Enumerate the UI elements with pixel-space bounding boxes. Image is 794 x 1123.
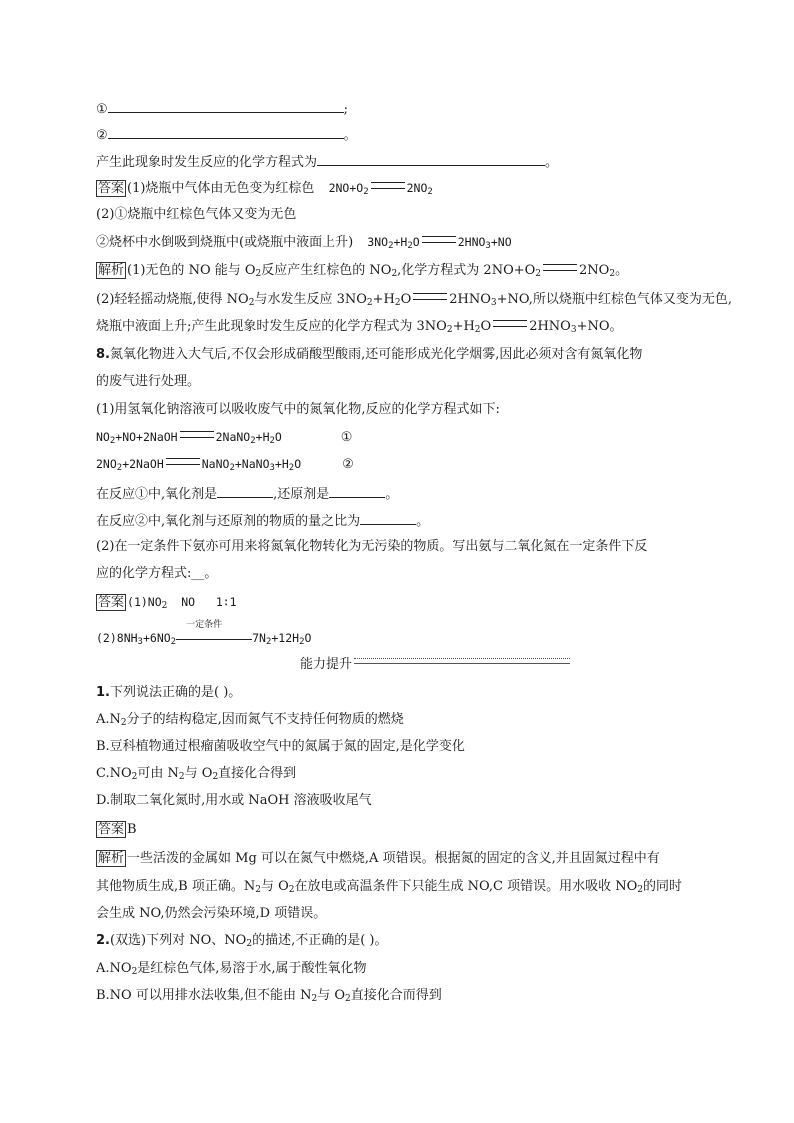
answer-blank[interactable] [317,151,545,166]
q8-reaction-2: $2NO_2+2NaOH$ $NaNO_2+NaNO_3+H_2O$ ② [96,457,354,473]
equals-sign [371,182,405,189]
answer-blank[interactable] [329,483,385,498]
q8-question-b: 在反应②中,氧化剂与还原剂的物质的量之比为 。 [96,510,429,531]
q1-analysis-line-1: 解析 一些活泼的金属如 Mg 可以在氮气中燃烧,A 项错误。根据氮的固定的含义,并且固氮过程中有 [98,851,660,866]
q1-option-d: D.制取二氧化氮时,用水或 NaOH 溶液吸收尾气 [96,793,372,808]
q8-part-2-line-1: (2)在一定条件下氨亦可用来将氮氧化物转化为无污染的物质。写出氨与二氧化氮在一定条件下反 [96,539,648,554]
q8-answer-line-2: $(2)8NH_3+6NO_2$ 一定条件 $7N_2+12H_2O$ [96,620,312,647]
question-number: 1. [96,685,110,700]
q8-stem-line-2: 的废气进行处理。 [96,374,201,389]
question-number: 8. [96,347,110,362]
reaction-arrow: 一定条件 [176,628,252,642]
q2-option-b: B.NO 可以用排水法收集,但不能由 $N_2$与 $O_2$直接化合而得到 [96,988,442,1004]
q8-reaction-1: $NO_2+NO+2NaOH$ $2NaNO_2+H_2O$ ① [96,430,353,446]
section-title: 能力提升 [300,656,570,674]
q7-analysis-line-1: 解析 (1)无色的 NO 能与 $O_2$反应产生红棕色的 $NO_2$,化学方程式为 $2NO+O_2$ $2NO_2$。 [98,263,629,279]
blank-line-2: ② 。 [96,124,357,145]
q8-stem-line-1: 8.氮氧化物进入大气后,不仅会形成硝酸型酸雨,还可能形成光化学烟雾,因此必须对含有氮氧化物 [96,347,643,362]
q8-part-1: (1)用氢氧化钠溶液可以吸收废气中的氮氧化物,反应的化学方程式如下: [96,402,500,417]
q1-answer: 答案 B [98,822,137,837]
q7-answer-line-3: ②烧杯中水倒吸到烧瓶中(或烧瓶中液面上升) $3NO_2+H_2O$ $2HNO_3+NO$ [96,235,512,251]
q1-analysis-line-2: 其他物质生成,B 项正确。$N_2$与 $O_2$在放电或高温条件下只能生成 NO,C 项错误。用水吸收 $NO_2$的同时 [96,879,682,895]
q8-answer-line-1: 答案 $(1)NO_2$ NO 1∶1 [98,595,237,611]
section-rule [354,658,570,664]
q8-question-a: 在反应①中,氧化剂是 ,还原剂是 。 [96,483,398,504]
question-number: 2. [96,933,110,948]
q1-option-a: $A.N_2$分子的结构稳定,因而氮气不支持任何物质的燃烧 [96,712,404,728]
q7-analysis-line-3: 烧瓶中液面上升;产生此现象时发生反应的化学方程式为 $3NO_2+H_2O$ $2HNO_3+NO$。 [96,319,623,335]
answer-blank[interactable] [108,124,344,139]
blank-line-1: ① ; [96,98,348,119]
blank-line-equation: 产生此现象时发生反应的化学方程式为 。 [96,151,558,172]
answer-tag: 答案 [98,595,125,610]
q1-option-c: $C.NO_2$可由 $N_2$与 $O_2$直接化合得到 [96,766,297,782]
analysis-tag: 解析 [98,851,125,866]
q2-stem: 2.(双选)下列对 NO、$NO_2$的描述,不正确的是( )。 [96,933,388,949]
answer-blank[interactable] [360,510,416,525]
q7-answer-line-2: (2)①烧瓶中红棕色气体又变为无色 [96,207,297,222]
answer-tag: 答案 [98,181,125,196]
q1-option-b: B.豆科植物通过根瘤菌吸收空气中的氮属于氮的固定,是化学变化 [96,739,465,754]
answer-tag: 答案 [98,822,125,837]
analysis-tag: 解析 [98,263,125,278]
q7-answer-line-1: 答案 (1)烧瓶中气体由无色变为红棕色 $2NO+O_2$ $2NO_2$ [98,181,433,197]
q1-stem: 1.下列说法正确的是( )。 [96,685,242,700]
q8-part-2-line-2: 应的化学方程式:__。 [96,566,218,581]
answer-blank[interactable] [217,483,273,498]
q2-option-a: $A.NO_2$是红棕色气体,易溶于水,属于酸性氧化物 [96,961,367,977]
q7-analysis-line-2: (2)轻轻摇动烧瓶,使得 $NO_2$与水发生反应 $3NO_2+H_2O$ $2HNO_3+NO$,所以烧瓶中红棕色气体又变为无色, [96,292,733,308]
q1-analysis-line-3: 会生成 NO,仍然会污染环境,D 项错误。 [96,906,327,921]
answer-blank[interactable] [108,98,344,113]
